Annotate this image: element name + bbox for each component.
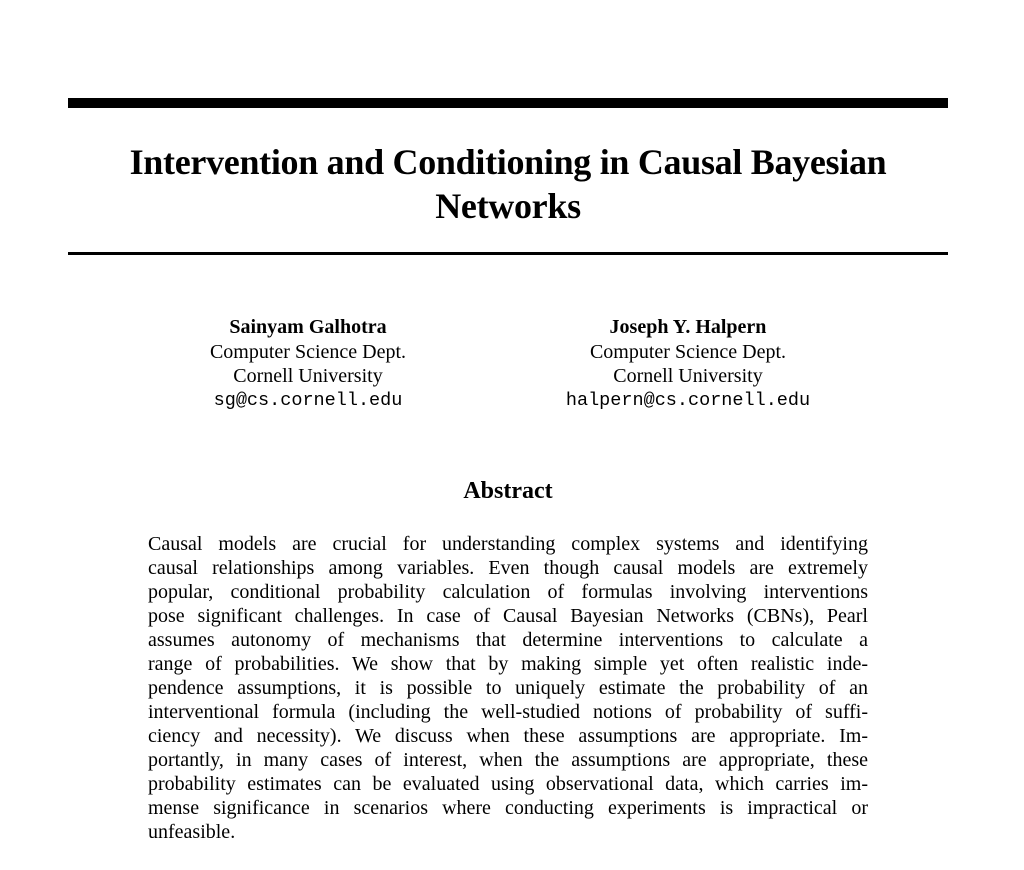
- abstract-line: interventional formula (including the well-studied notions of probability of suffi-: [148, 701, 868, 723]
- abstract-line: portantly, in many cases of interest, when the assumptions are appropriate, these: [148, 749, 868, 771]
- author-affiliation: Cornell University: [613, 365, 763, 387]
- title-line: Intervention and Conditioning in Causal Bayesian: [129, 142, 887, 182]
- author-affiliation: Cornell University: [233, 365, 383, 387]
- author-dept: Computer Science Dept.: [589, 340, 787, 363]
- author-email: halpern@cs.cornell.edu: [565, 389, 811, 411]
- abstract-line: mense significance in scenarios where conducting experiments is impractical or: [148, 797, 868, 819]
- title-line: Networks: [435, 186, 581, 226]
- abstract-line: unfeasible.: [148, 821, 236, 843]
- author-block-galhotra: [158, 315, 458, 413]
- abstract-line: ciency and necessity). We discuss when these assumptions are appropriate. Im-: [148, 725, 868, 747]
- author-block-halpern: [538, 315, 838, 413]
- title-bottom-rule: [68, 252, 948, 255]
- abstract-line: pose significant challenges. In case of Causal Bayesian Networks (CBNs), Pearl: [148, 605, 868, 627]
- abstract-body: [148, 532, 868, 844]
- author-name: Sainyam Galhotra: [229, 316, 387, 338]
- author-email: sg@cs.cornell.edu: [213, 389, 403, 411]
- author-name: Joseph Y. Halpern: [609, 316, 767, 338]
- abstract-line: range of probabilities. We show that by making simple yet often realistic inde-: [148, 653, 868, 675]
- abstract-line: probability estimates can be evaluated using observational data, which carries im-: [148, 773, 868, 795]
- paper-title: [68, 140, 948, 228]
- abstract-line: pendence assumptions, it is possible to uniquely estimate the probability of an: [148, 677, 868, 699]
- abstract-line: popular, conditional probability calculation of formulas involving interventions: [148, 581, 868, 603]
- abstract-line: causal relationships among variables. Even though causal models are extremely: [148, 557, 868, 579]
- abstract-heading: Abstract: [463, 478, 553, 504]
- author-dept: Computer Science Dept.: [209, 340, 407, 363]
- abstract-line: Causal models are crucial for understanding complex systems and identifying: [148, 533, 868, 555]
- abstract-line: assumes autonomy of mechanisms that determine interventions to calculate a: [148, 629, 868, 651]
- title-top-rule: [68, 98, 948, 108]
